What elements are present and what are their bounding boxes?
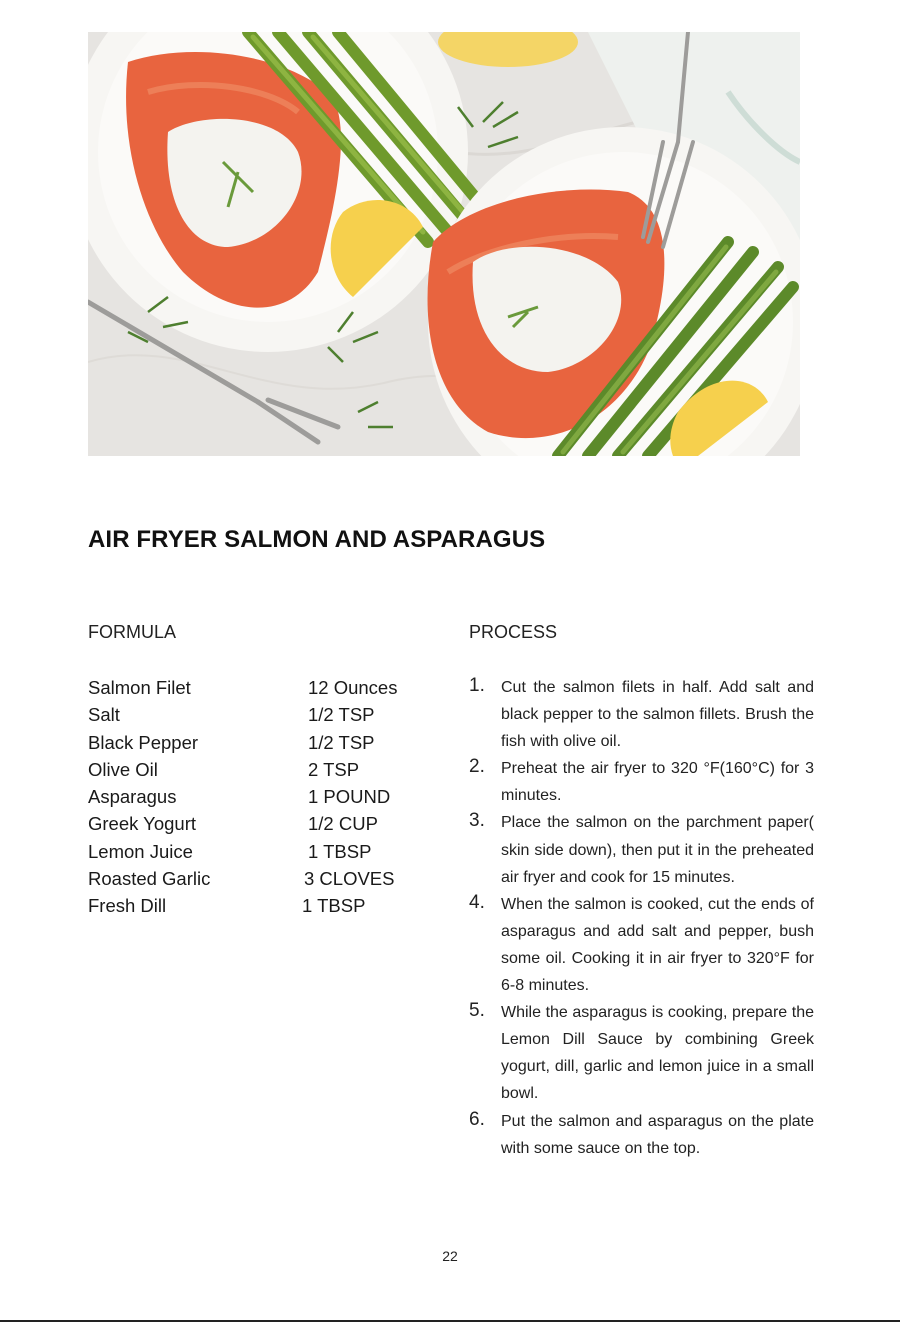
formula-heading: FORMULA — [88, 622, 177, 642]
ingredient-name: Asparagus — [88, 786, 177, 808]
ingredient-row — [88, 838, 448, 865]
ingredient-row — [88, 892, 448, 919]
step-number: 2. — [469, 756, 485, 778]
step-number: 1. — [469, 675, 485, 696]
bottom-rule — [0, 1320, 900, 1322]
recipe-photo — [88, 32, 800, 456]
ingredient-row — [88, 729, 448, 756]
process-step — [469, 891, 814, 999]
process-step — [469, 674, 814, 755]
ingredient-qty: 1/2 CUP — [308, 813, 378, 835]
ingredient-qty: 1 TBSP — [308, 840, 372, 862]
ingredient-row — [88, 865, 448, 892]
ingredient-name: Black Pepper — [88, 731, 199, 753]
ingredient-qty: 2 TSP — [308, 758, 360, 780]
ingredient-row — [88, 783, 448, 810]
step-number: 5. — [469, 1000, 485, 1022]
process-heading: PROCESS — [469, 622, 558, 642]
step-number: 3. — [469, 810, 485, 832]
ingredient-row — [88, 756, 448, 783]
ingredient-qty: 3 CLOVES — [304, 868, 395, 890]
ingredient-qty: 1/2 TSP — [308, 704, 375, 726]
ingredient-name: Greek Yogurt — [88, 813, 196, 835]
salmon-asparagus-illustration — [88, 32, 800, 456]
process-step — [469, 999, 814, 1107]
ingredient-row — [88, 674, 448, 701]
step-number: 4. — [469, 891, 485, 913]
ingredient-name: Salmon Filet — [88, 677, 191, 698]
step-text: Cut the salmon filets in half. Add salt and black pepper to the salmon fillets. Brush the fish with olive oil. — [501, 679, 814, 751]
ingredient-qty: 1 POUND — [308, 786, 391, 808]
process-step — [469, 1108, 814, 1162]
ingredient-list — [88, 674, 448, 920]
ingredient-name: Roasted Garlic — [88, 868, 211, 890]
ingredient-name: Salt — [88, 704, 120, 726]
page-number: 22 — [442, 1248, 458, 1264]
ingredient-name: Fresh Dill — [88, 895, 167, 917]
ingredient-qty: 1/2 TSP — [308, 731, 375, 753]
process-step — [469, 809, 814, 890]
ingredient-name: Lemon Juice — [88, 840, 193, 862]
step-text: Place the salmon on the parchment paper( skin side down), then put it in the preheated air fryer and cook for 15 minutes. — [501, 814, 814, 886]
recipe-title: AIR FRYER SALMON AND ASPARAGUS — [88, 526, 546, 553]
process-step — [469, 755, 814, 809]
process-steps — [469, 674, 814, 1162]
step-text: When the salmon is cooked, cut the ends of asparagus and add salt and pepper, bush some oil. Cooking it in air fryer to 320°F for 6-8 minutes. — [501, 895, 814, 995]
step-number: 6. — [469, 1108, 485, 1130]
ingredient-name: Olive Oil — [88, 758, 158, 780]
ingredient-qty: 12 Ounces — [308, 677, 398, 698]
ingredient-qty: 1 TBSP — [302, 895, 366, 917]
ingredient-row — [88, 810, 448, 837]
step-text: Put the salmon and asparagus on the plate with some sauce on the top. — [501, 1112, 814, 1157]
step-text: Preheat the air fryer to 320 °F(160°C) for 3 minutes. — [501, 760, 814, 805]
step-text: While the asparagus is cooking, prepare the Lemon Dill Sauce by combining Greek yogurt, dill, garlic and lemon juice in a small bowl. — [501, 1004, 814, 1103]
ingredient-row — [88, 701, 448, 728]
